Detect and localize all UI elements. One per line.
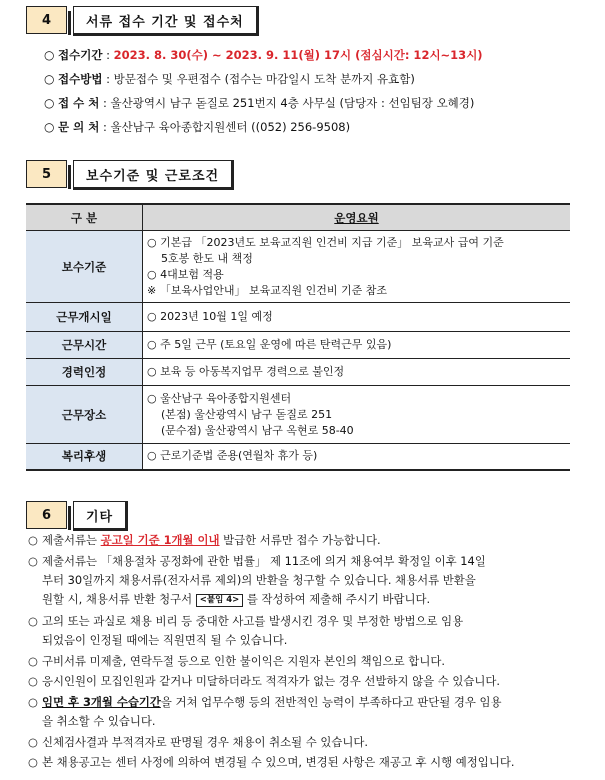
table-row (26, 386, 570, 444)
header-category: 구 분 (26, 204, 143, 231)
row-value: ○ 울산남구 육아종합지원센터 (본점) 울산광역시 남구 돋질로 251 (문수점) 울산광역시 남구 옥현로 58-40 (143, 386, 571, 444)
row-key: 근무장소 (26, 386, 143, 444)
info-value: 2023. 8. 30(수) ~ 2023. 9. 11(월) 17시 (점심시간: 12시~13시) (113, 48, 483, 62)
header-staff: 운영요원 (143, 204, 571, 231)
row-value: ○ 보육 등 아동복지업무 경력으로 불인정 (143, 359, 571, 386)
row-key: 경력인정 (26, 359, 143, 386)
info-value: 울산남구 육아종합지원센터 ((052) 256-9508) (110, 120, 351, 134)
info-line-place: ○ 접 수 처 : 울산광역시 남구 돋질로 251번지 4층 사무실 (담당자 : 선임팀장 오혜경) (44, 96, 475, 110)
table-header-row (26, 204, 570, 231)
section-6-header (26, 501, 128, 529)
info-line-contact: ○ 문 의 처 : 울산남구 육아종합지원센터 ((052) 256-9508) (44, 120, 351, 134)
info-label: 문 의 처 (58, 120, 100, 134)
row-key: 근무개시일 (26, 303, 143, 332)
row-value: ○ 기본급 「2023년도 보육교직원 인건비 지급 기준」 보육교사 급여 기준 5호봉 한도 내 책정 ○ 4대보험 적용 ※ 「보육사업안내」 보육교직원 인건비 기준 참조 (143, 231, 571, 303)
note-5: ○ 응시인원이 모집인원과 같거나 미달하더라도 적격자가 없는 경우 선발하지 않을 수 있습니다. (28, 674, 500, 688)
section-title: 기타 (73, 501, 128, 531)
row-value: ○ 근로기준법 준용(연월차 휴가 등) (143, 444, 571, 470)
info-label: 접 수 처 (58, 96, 100, 110)
row-key: 근무시간 (26, 332, 143, 359)
attachment-tag: <붙임 4> (196, 594, 244, 607)
note-8: ○ 본 채용공고는 센터 사정에 의하여 변경될 수 있으며, 변경된 사항은 재공고 후 시행 예정입니다. (28, 755, 515, 769)
row-key: 보수기준 (26, 231, 143, 303)
note-6: ○ 임면 후 3개월 수습기간을 거쳐 업무수행 등의 전반적인 능력이 부족하다고 판단될 경우 임용 을 취소할 수 있습니다. (28, 695, 502, 728)
table-row (26, 444, 570, 470)
note-1: ○ 제출서류는 공고일 기준 1개월 이내 발급한 서류만 접수 가능합니다. (28, 533, 381, 547)
table-row (26, 231, 570, 303)
section-title: 서류 접수 기간 및 접수처 (73, 6, 259, 36)
section-number: 4 (26, 6, 67, 34)
info-line-period: ○ 접수기간 : 2023. 8. 30(수) ~ 2023. 9. 11(월) 17시 (점심시간: 12시~13시) (44, 48, 483, 62)
info-line-method: ○ 접수방법 : 방문접수 및 우편접수 (접수는 마감일시 도착 분까지 유효함) (44, 72, 415, 86)
table-row (26, 332, 570, 359)
note-4: ○ 구비서류 미제출, 연락두절 등으로 인한 불이익은 지원자 본인의 책임으로 합니다. (28, 654, 445, 668)
row-value: ○ 주 5일 근무 (토요일 운영에 따른 탄력근무 있음) (143, 332, 571, 359)
section-4-header (26, 6, 259, 34)
conditions-table (26, 203, 570, 471)
info-value: 울산광역시 남구 돋질로 251번지 4층 사무실 (담당자 : 선임팀장 오혜경) (110, 96, 475, 110)
row-value: ○ 2023년 10월 1일 예정 (143, 303, 571, 332)
info-label: 접수방법 (58, 72, 103, 86)
section-number: 5 (26, 160, 67, 188)
info-label: 접수기간 (58, 48, 103, 62)
note-3: ○ 고의 또는 과실로 채용 비리 등 중대한 사고를 발생시킨 경우 및 부정한 방법으로 임용 되었음이 인정될 때에는 직원면직 될 수 있습니다. (28, 614, 464, 647)
row-key: 복리후생 (26, 444, 143, 470)
section-5-header (26, 160, 234, 188)
note-2: ○ 제출서류는 「채용절차 공정화에 관한 법률」 제 11조에 의거 채용여부 확정일 이후 14일 부터 30일까지 채용서류(전자서류 제외)의 반환을 청구할 수 있습니다. 채용서류 반환을 원할 시, 채용서류 반환 청구서 <붙임 4> 를 작성하여 제출해 주시기 바랍니다. (28, 554, 486, 606)
table-row (26, 359, 570, 386)
info-value: 방문접수 및 우편접수 (접수는 마감일시 도착 분까지 유효함) (113, 72, 415, 86)
table-row (26, 303, 570, 332)
note-7: ○ 신체검사결과 부적격자로 판명될 경우 채용이 취소될 수 있습니다. (28, 735, 369, 749)
section-title: 보수기준 및 근로조건 (73, 160, 234, 190)
section-number: 6 (26, 501, 67, 529)
